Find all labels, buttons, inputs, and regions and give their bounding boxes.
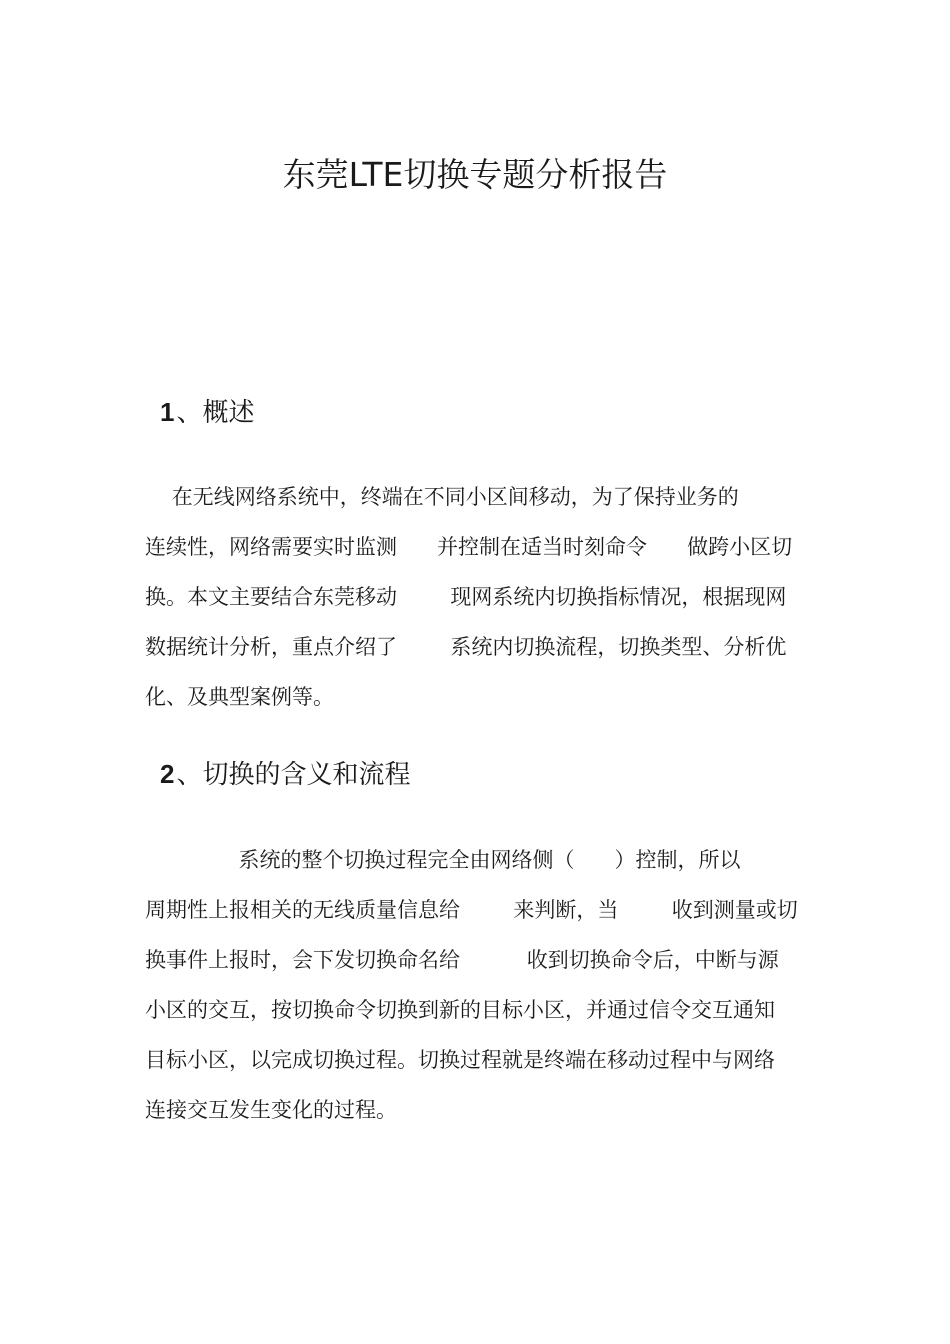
paragraph-line: 在无线网络系统中，终端在不同小区间移动，为了保持业务的 (145, 485, 739, 509)
section-heading-handover-process (160, 754, 411, 795)
paragraph-line: 数据统计分析，重点介绍了 系统内切换流程，切换类型、分析优 (145, 635, 787, 659)
paragraph-line: 换事件上报时，会下发切换命名给 收到切换命令后，中断与源 (145, 948, 779, 972)
handover-paragraph (145, 835, 810, 1135)
paragraph-line: 目标小区，以完成切换过程。切换过程就是终端在移动过程中与网络 (145, 1048, 775, 1072)
section-title: 切换的含义和流程 (202, 760, 411, 790)
paragraph-line: 周期性上报相关的无线质量信息给 来判断，当 收到测量或切 (145, 898, 798, 922)
paragraph-line: 系统的整个切换过程完全由网络侧（ ）控制，所以 (145, 848, 741, 872)
paragraph-line: 连接交互发生变化的过程。 (145, 1098, 397, 1122)
section-number: 2 (160, 759, 175, 789)
overview-paragraph (145, 472, 810, 722)
paragraph-line: 化、及典型案例等。 (145, 685, 334, 709)
section-number: 1 (160, 397, 175, 427)
section-title: 概述 (202, 398, 255, 428)
paragraph-line: 小区的交互，按切换命令切换到新的目标小区，并通过信令交互通知 (145, 998, 775, 1022)
paragraph-line: 连续性，网络需要实时监测 并控制在适当时刻命令 做跨小区切 (145, 535, 793, 559)
section-heading-overview (160, 392, 255, 433)
paragraph-line: 换。本文主要结合东莞移动 现网系统内切换指标情况，根据现网 (145, 585, 787, 609)
document-title: 东莞LTE切换专题分析报告 (282, 155, 668, 194)
section-separator: 、 (176, 760, 203, 790)
section-separator: 、 (176, 398, 203, 428)
